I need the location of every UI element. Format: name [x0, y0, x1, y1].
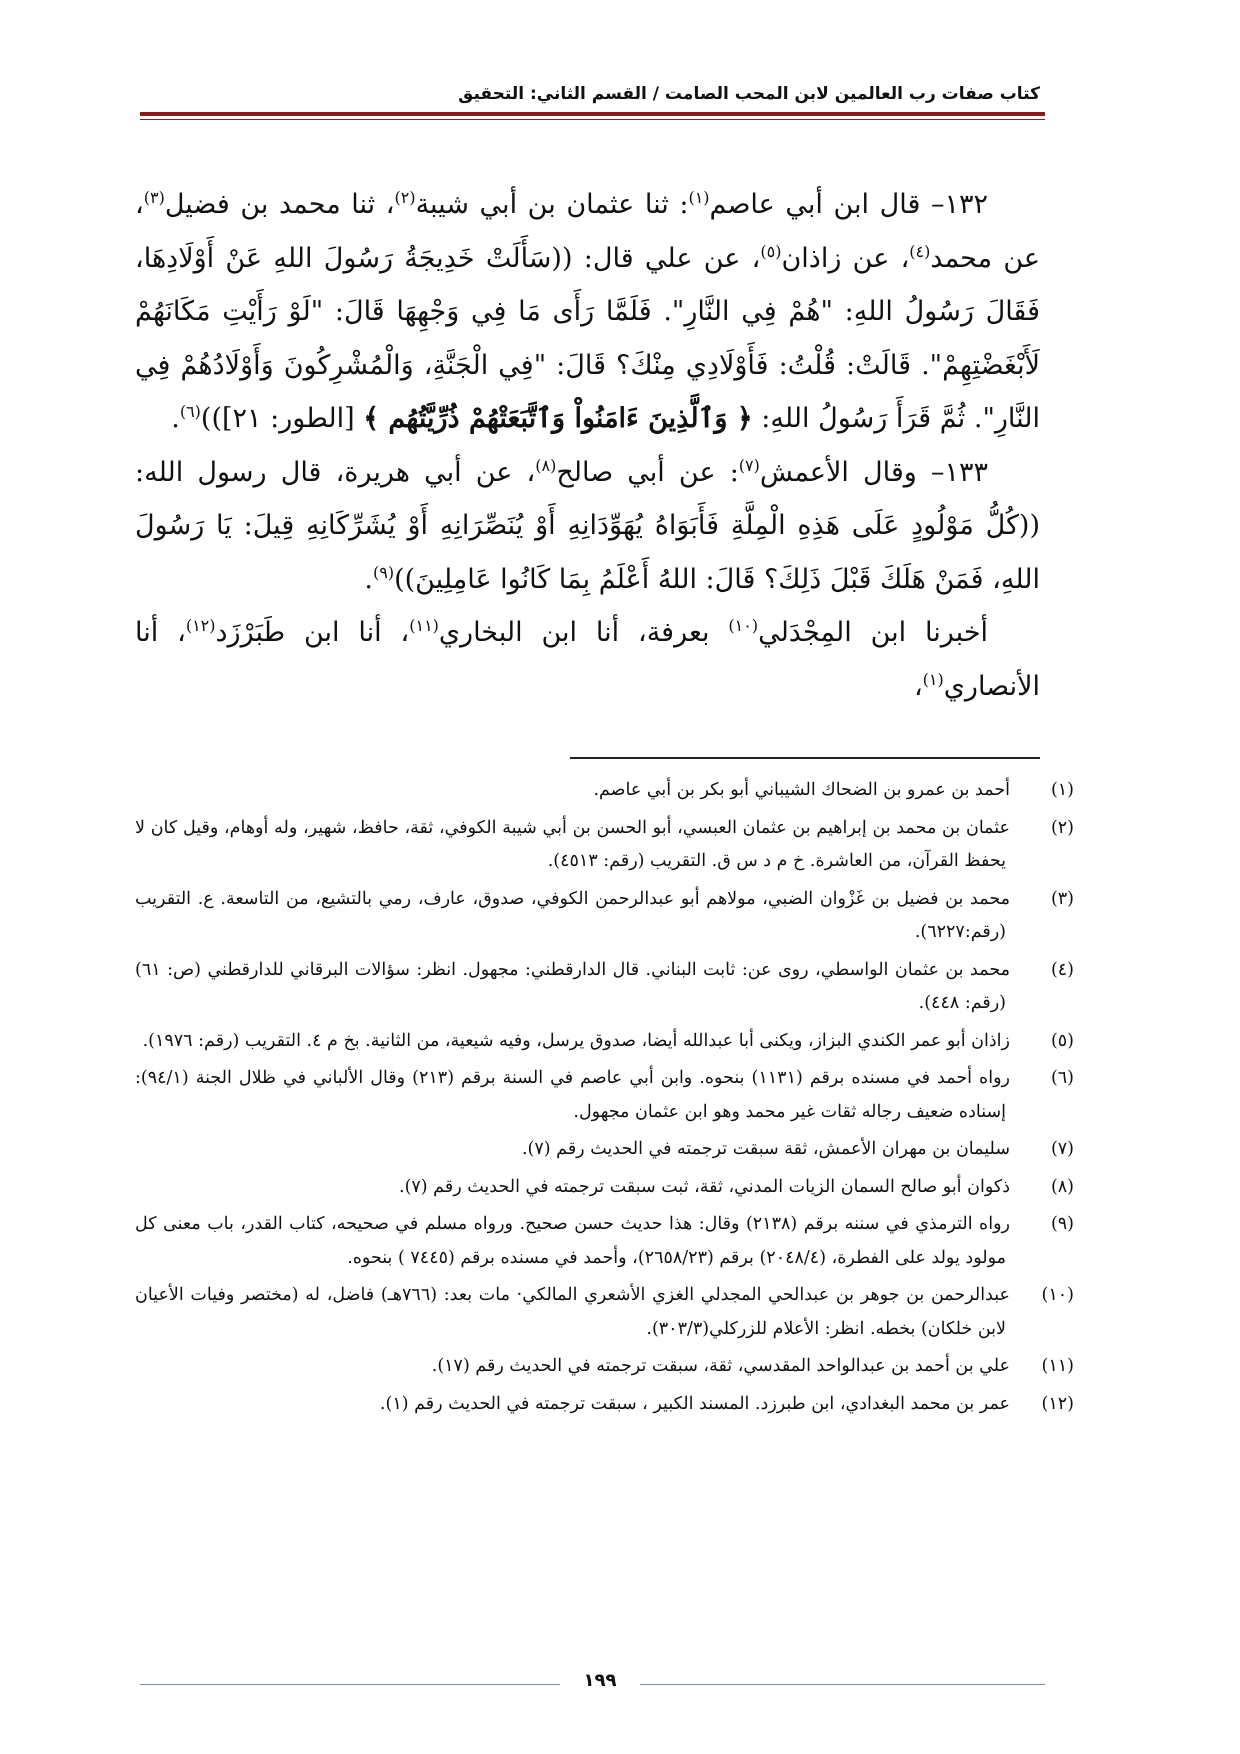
hadith-132-text: [الطور: ٢١]))	[200, 403, 364, 434]
footnote-text: سليمان بن مهران الأعمش، ثقة سبقت ترجمته في الحديث رقم (٧).	[521, 1139, 1010, 1159]
footnote	[135, 954, 1074, 1021]
header-rule-thick	[140, 112, 1045, 116]
hadith-132-text: ، عن محمد	[135, 189, 1041, 274]
footnote	[135, 1279, 1074, 1346]
footnote	[135, 1062, 1074, 1129]
footnote-ref[interactable]: (١)	[922, 669, 944, 689]
footnote	[135, 883, 1074, 950]
footnote-number: (٤)	[1050, 959, 1074, 980]
hadith-133-text: ، عن أبي هريرة، قال رسول الله: ((كُلُّ مَوْلُودٍ عَلَى هَذِهِ الْمِلَّةِ فَأَبَوَاهُ يُهَوِّدَانِهِ أَوْ يُنَصِّرَانِهِ أَوْ يُشَرِّكَانِهِ قِيلَ: يَا رَسُولَ اللهِ، فَمَنْ هَلَكَ قَبْلَ ذَلِكَ؟ قَالَ: اللهُ أَعْلَمُ بِمَا كَانُوا عَامِلِينَ))	[135, 456, 1040, 595]
footnote-number: (١)	[1050, 780, 1074, 800]
page-number: ١٩٩	[583, 1670, 617, 1691]
footnote-ref[interactable]: (٨)	[535, 455, 557, 475]
hadith-133-text: ١٣٣– وقال الأعمش	[759, 456, 988, 488]
footnote-text: زاذان أبو عمر الكندي البزاز، ويكنى أبا عبدالله أيضا، صدوق يرسل، وفيه شيعية، من الثانية. بخ م ٤. التقريب (رقم: ١٩٧٦).	[142, 1030, 1010, 1051]
footnote-number: (٢)	[1050, 817, 1074, 838]
footnote-ref[interactable]: (٥)	[760, 241, 782, 261]
footnote-number: (٥)	[1050, 1030, 1074, 1051]
footnote	[135, 1388, 1074, 1422]
footnote-ref[interactable]: (٢)	[394, 188, 416, 207]
footnote-number: (٦)	[1050, 1068, 1074, 1088]
footnote-text: عمر بن محمد البغدادي، ابن طبرزد. المسند الكبير ، سبقت ترجمته في الحديث رقم (١).	[379, 1393, 1010, 1414]
footnote-text: ذكوان أبو صالح السمان الزيات المدني، ثقة، ثبت سبقت ترجمته في الحديث رقم (٧).	[399, 1176, 1010, 1197]
running-header-title: كتاب صفات رب العالمين لابن المحب الصامت / القسم الثاني: التحقيق	[458, 84, 1040, 104]
hadith-133-text: .	[364, 563, 373, 595]
footnote	[135, 1208, 1074, 1275]
footnote-number: (١١)	[1041, 1356, 1074, 1376]
footnote-number: (٣)	[1050, 888, 1074, 909]
isnad-text: ، أنا ابن طَبَرْزَد	[215, 617, 410, 648]
footnote-ref[interactable]: (٧)	[738, 455, 760, 475]
footnote-number: (١٢)	[1041, 1393, 1074, 1414]
footnote-ref[interactable]: (١)	[688, 188, 710, 207]
footnote-ref[interactable]: (١١)	[409, 616, 439, 635]
footnote-number: (٨)	[1050, 1176, 1074, 1197]
main-text	[135, 178, 1040, 713]
footnote-text: عبدالرحمن بن جوهر بن عبدالحي المجدلي الغزي الأشعري المالكي· مات بعد: (٧٦٦هـ) فاضل، له (مختصر وفيات الأعيان لابن خلكان) بخطه. انظر: الأعلام للزركلي(٣٠٣/٣).	[135, 1285, 1010, 1339]
quran-verse: ﴿ وَٱلَّذِينَ ءَامَنُواْ وَٱتَّبَعَتْهُمْ ذُرِّيَّتُهُم ﴾	[363, 403, 753, 434]
footnote-ref[interactable]: (١٢)	[185, 616, 216, 635]
footnote	[135, 812, 1074, 879]
footnote	[135, 774, 1074, 808]
isnad-paragraph	[135, 606, 1040, 713]
hadith-132-text: ١٣٢– قال ابن أبي عاصم	[709, 189, 989, 220]
isnad-text: بعرفة، أنا ابن البخاري	[438, 617, 729, 648]
hadith-133-text: : عن أبي صالح	[556, 456, 739, 488]
hadith-132-text: ، عن زاذان	[781, 242, 910, 274]
footnote-text: رواه الترمذي في سننه برقم (٢١٣٨) وقال: هذا حديث حسن صحيح. ورواه مسلم في صحيحه، كتاب القدر، باب معنى كل مولود يولد على الفطرة، (٢٠٤٨/٤) برقم (٢٦٥٨/٢٣)، وأحمد في مسنده برقم (٧٤٤٥ ) بنحوه.	[135, 1214, 1010, 1268]
footnote-number: (٧)	[1050, 1139, 1074, 1159]
hadith-132-text: : ثنا عثمان بن أبي شيبة	[415, 189, 689, 220]
footnote-text: محمد بن عثمان الواسطي، روى عن: ثابت البناني. قال الدارقطني: مجهول. انظر: سؤالات البرقاني للدارقطني (ص: ٦١) (رقم: ٤٤٨).	[135, 959, 1010, 1013]
isnad-text: ،	[913, 670, 923, 702]
footnote	[135, 1171, 1074, 1205]
isnad-text: أخبرنا ابن المِجْدَلي	[758, 617, 989, 648]
hadith-132	[135, 178, 1040, 446]
hadith-132-text: ، ثنا محمد بن فضيل	[164, 189, 395, 220]
footnote-text: علي بن أحمد بن عبدالواحد المقدسي، ثقة، سبقت ترجمته في الحديث رقم (١٧).	[431, 1356, 1010, 1376]
footnote-text: أحمد بن عمرو بن الضحاك الشيباني أبو بكر بن أبي عاصم.	[593, 780, 1010, 800]
header-rule-thin	[140, 119, 1045, 120]
footnotes	[135, 774, 1074, 1425]
footnote-ref[interactable]: (٤)	[909, 241, 931, 261]
isnad-text: ، أنا الأنصاري	[135, 617, 1040, 702]
footnote-text: رواه أحمد في مسنده برقم (١١٣١) بنحوه. وابن أبي عاصم في السنة برقم (٢١٣) وقال الألباني في ظلال الجنة (٩٤/١): إسناده ضعيف رجاله ثقات غير محمد وهو ابن عثمان مجهول.	[135, 1068, 1010, 1122]
footnote-number: (١٠)	[1041, 1285, 1074, 1305]
hadith-132-text: .	[171, 403, 180, 434]
footnote-ref[interactable]: (١٠)	[728, 616, 759, 635]
footnote-ref[interactable]: (٩)	[372, 562, 395, 582]
footnote	[135, 1025, 1074, 1059]
footnote-separator	[570, 757, 1040, 759]
footer-rule-right	[640, 1684, 1045, 1685]
hadith-132-text: ، عن علي قال: ((سَأَلَتْ خَدِيجَةُ رَسُولَ اللهِ عَنْ أَوْلَادِهَا، فَقَالَ رَسُولُ اللهِ: "هُمْ فِي النَّارِ". فَلَمَّا رَأَى مَا فِي وَجْهِهَا قَالَ: "لَوْ رَأَيْتِ مَكَانَهُمْ لَأَبْغَضْتِهِمْ". قَالَتْ: قُلْتُ: فَأَوْلَادِي مِنْكَ؟ قَالَ: "فِي الْجَنَّةِ، وَالْمُشْرِكُونَ وَأَوْلَادُهُمْ فِي النَّارِ". ثُمَّ قَرَأَ رَسُولُ اللهِ:	[135, 242, 1041, 434]
footnote-ref[interactable]: (٣)	[143, 188, 165, 207]
footnote	[135, 1133, 1074, 1167]
footer-rule-left	[140, 1684, 560, 1685]
hadith-133	[135, 446, 1040, 607]
footnote	[135, 1350, 1074, 1384]
footnote-text: عثمان بن محمد بن إبراهيم بن عثمان العبسي، أبو الحسن بن أبي شيبة الكوفي، ثقة، حافظ، شهير، وله أوهام، وقيل كان لا يحفظ القرآن، من العاشرة. خ م د س ق. التقريب (رقم: ٤٥١٣).	[135, 817, 1010, 871]
footnote-number: (٩)	[1050, 1214, 1074, 1234]
footnote-text: محمد بن فضيل بن غَزْوان الضبي، مولاهم أبو عبدالرحمن الكوفي، صدوق، عارف، رمي بالتشيع، من التاسعة. ع. التقريب (رقم:٦٢٢٧).	[135, 888, 1010, 942]
footnote-ref[interactable]: (٦)	[179, 402, 201, 421]
